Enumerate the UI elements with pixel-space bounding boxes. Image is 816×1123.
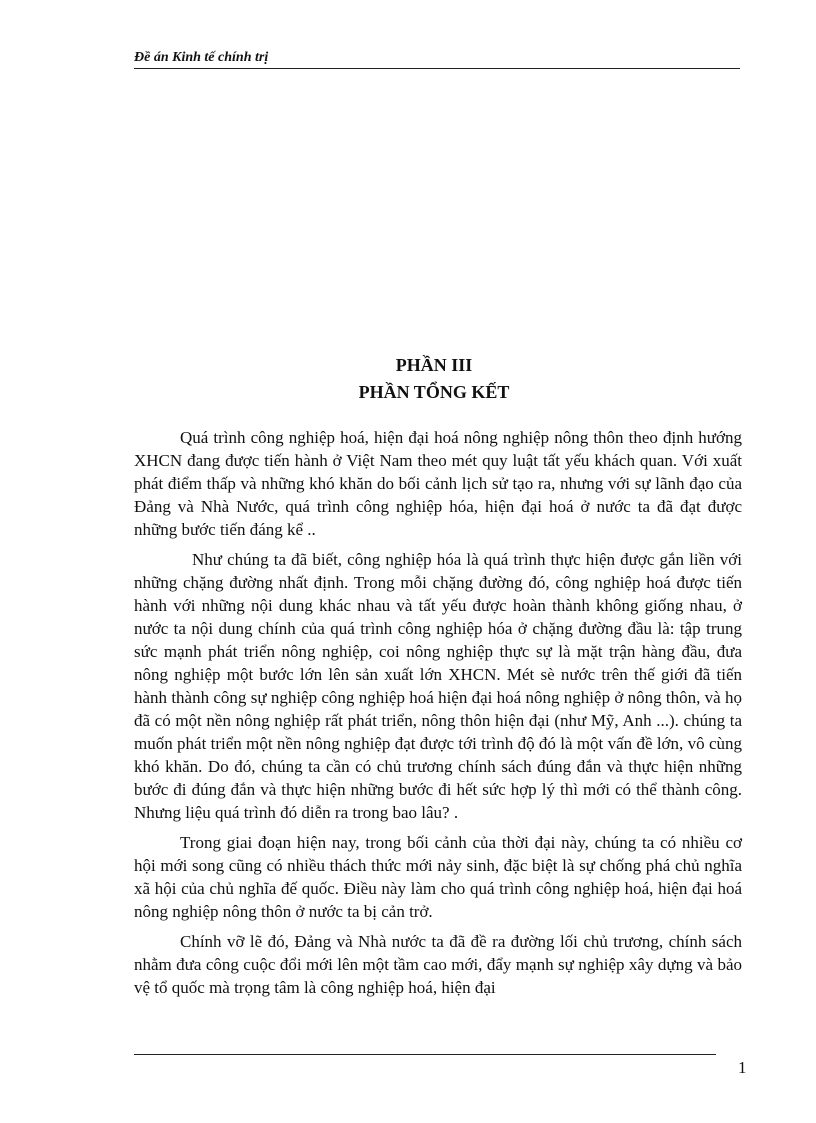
running-header: Đề án Kinh tế chính trị: [134, 50, 269, 65]
paragraph-3: Trong giai đoạn hiện nay, trong bối cảnh của thời đại này, chúng ta có nhiều cơ hội mới song cũng có nhiều thách thức mới nảy sinh, đặc biệt là sự chống phá chủ nghĩa xã hội của chủ nghĩa đế quốc. Điều này làm cho quá trình công nghiệp hoá, hiện đại hoá nông nghiệp nông thôn ở nước ta bị cản trở.: [134, 833, 742, 921]
section-title: PHẦN TỔNG KẾT: [358, 382, 510, 402]
page-number: 1: [738, 1058, 747, 1077]
paragraph-2: Như chúng ta đã biết, công nghiệp hóa là quá trình thực hiện được gắn liền với những chặng đường nhất định. Trong mỗi chặng đường đó, công nghiệp hoá được tiến hành với những nội dung khác nhau và tất yếu được hoàn thành không giống nhau, ở nước ta nội dung chính của quá trình công nghiệp hóa ở chặng đường đầu là: tập trung sức mạnh phát triển nông nghiệp, coi nông nghiệp thực sự là mặt trận hàng đầu, đưa nông nghiệp một bước lớn lên sản xuất lớn XHCN. Mét sè nước trên thế giới đã tiến hành thành công sự nghiệp công nghiệp hoá hiện đại hoá nông nghiệp ở nông thôn, và họ đã có một nền nông nghiệp rất phát triển, nông thôn hiện đại (như Mỹ, Anh ...). chúng ta muốn phát triển một nền nông nghiệp đạt được tới trình độ đó là một vấn đề lớn, vô cùng khó khăn. Do đó, chúng ta cần có chủ trương chính sách đúng đắn và thực hiện những bước đi đúng đắn và thực hiện những bước đi hết sức hợp lý thì mới có thể thành công. Nhưng liệu quá trình đó diễn ra trong bao lâu? .: [134, 550, 742, 822]
title-block: [134, 352, 734, 406]
footer-rule: [134, 1054, 716, 1055]
paragraph-1: Quá trình công nghiệp hoá, hiện đại hoá nông nghiệp nông thôn theo định hướng XHCN đang được tiến hành ở Việt Nam theo mét quy luật tất yếu khách quan. Với xuất phát điểm thấp và những khó khăn do bối cảnh lịch sử tạo ra, nhưng với sự lãnh đạo của Đảng và Nhà Nước, quá trình công nghiệp hóa, hiện đại hoá ở nước ta đã đạt được những bước tiến đáng kể ..: [134, 428, 742, 539]
header-rule: [134, 68, 740, 69]
part-title: PHẦN III: [395, 355, 473, 375]
body-text: [134, 426, 742, 1006]
paragraph-4: Chính vỡ lẽ đó, Đảng và Nhà nước ta đã đề ra đường lối chủ trương, chính sách nhằm đưa công cuộc đổi mới lên một tầm cao mới, đẩy mạnh sự nghiệp xây dựng và bảo vệ tổ quốc mà trọng tâm là công nghiệp hoá, hiện đại: [134, 932, 742, 997]
